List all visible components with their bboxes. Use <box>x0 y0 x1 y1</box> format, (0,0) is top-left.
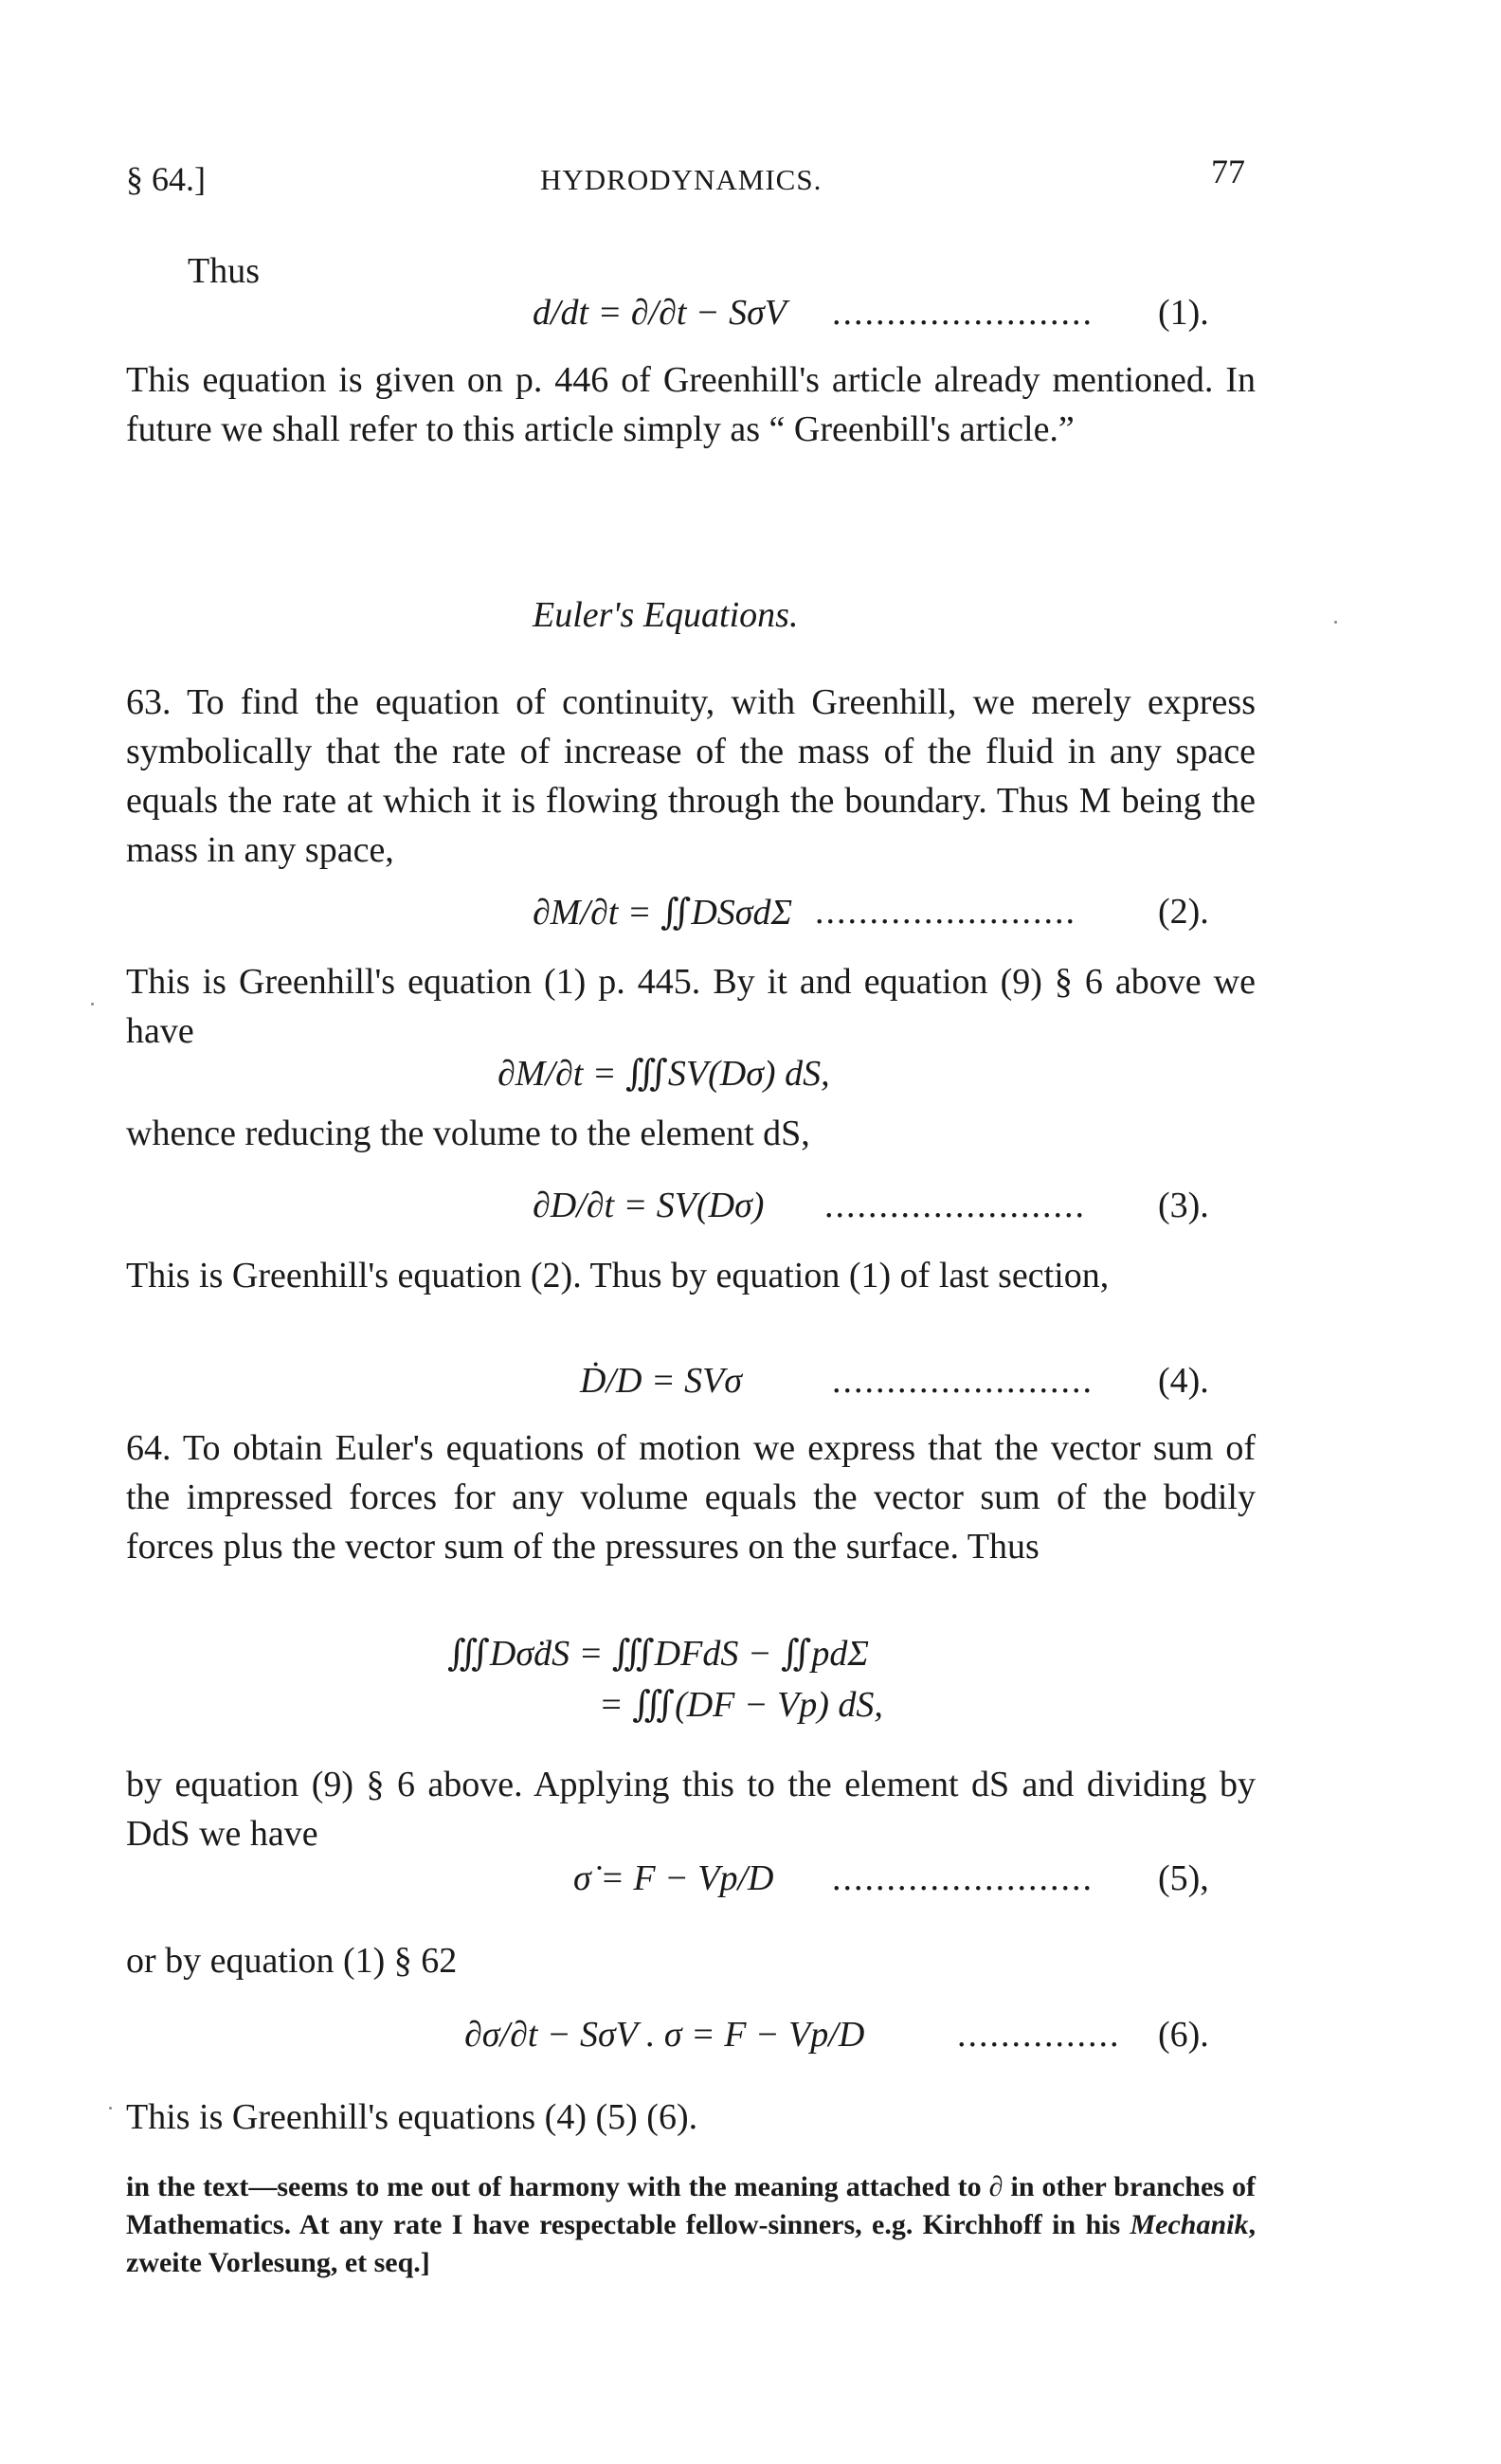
equation-2-number: (2). <box>1158 892 1209 932</box>
equation-3-leader: ........................ <box>824 1186 1086 1225</box>
paragraph-greenhill-3: This is Greenhill's equations (4) (5) (6). <box>126 2097 698 2137</box>
paragraph-64: 64. To obtain Euler's equations of motion we express that the vector sum of the impressed forces for any volume equals the vector sum of the bodily forces plus the vector sum of the pressures on the surface. Thus <box>126 1428 1256 1567</box>
equation-2-leader: ........................ <box>815 892 1076 932</box>
equation-4-leader: ........................ <box>832 1361 1094 1401</box>
equation-6: ∂σ/∂t − SσV . σ = F − Vp/D <box>464 2015 865 2055</box>
footnote-text-before: in the text—seems to me out of harmony with the meaning attached to ∂ in other branches of Mathematics. At any rate I have respectable fellow-sinners, e.g. Kirchhoff in his <box>126 2171 1256 2240</box>
section-heading: Euler's Equations. <box>533 595 799 635</box>
thus-label: Thus <box>188 251 260 291</box>
margin-speck <box>109 2107 112 2110</box>
equation-5-number: (5), <box>1158 1858 1209 1898</box>
footnote-emphasis: Mechanik <box>1130 2209 1249 2240</box>
running-title: HYDRODYNAMICS. <box>540 163 823 196</box>
equation-4: Ḋ/D = SVσ <box>580 1361 743 1401</box>
equation-5b: = ∭(DF − Vp) dS, <box>599 1685 883 1725</box>
margin-speck <box>1334 621 1337 624</box>
equation-5: σ̇ = F − Vp/D <box>573 1858 774 1898</box>
equation-4-number: (4). <box>1158 1361 1209 1401</box>
paragraph-greenhill-1: This is Greenhill's equation (1) p. 445. By it and equation (9) § 6 above we have <box>126 962 1256 1051</box>
paragraph-intro: This equation is given on p. 446 of Greenhill's article already mentioned. In future we shall refer to this article simply as “ Greenbill's article.” <box>126 360 1256 449</box>
paragraph-applying: by equation (9) § 6 above. Applying this to the element dS and dividing by DdS we have <box>126 1765 1256 1854</box>
paragraph-greenhill-2: This is Greenhill's equation (2). Thus by equation (1) of last section, <box>126 1256 1110 1295</box>
footnote <box>126 2168 1256 2282</box>
equation-1-number: (1). <box>1158 293 1209 333</box>
paragraph-63: 63. To find the equation of continuity, with Greenhill, we merely express symbolically that the rate of increase of the mass of the fluid in any space equals the rate at which it is flowing through the boundary. Thus M being the mass in any space, <box>126 682 1256 870</box>
equation-6-leader: ............... <box>957 2015 1121 2055</box>
equation-2b: ∂M/∂t = ∭SV(Dσ) dS, <box>497 1054 830 1094</box>
equation-2: ∂M/∂t = ∬DSσdΣ <box>533 893 793 933</box>
equation-3-number: (3). <box>1158 1186 1209 1225</box>
equation-1-leader: ........................ <box>832 293 1094 333</box>
equation-5-leader: ........................ <box>832 1858 1094 1898</box>
equation-5a: ∭Dσ̇dS = ∭DFdS − ∬pdΣ <box>447 1634 869 1674</box>
equation-1: d/dt = ∂/∂t − SσV <box>533 293 787 333</box>
equation-3: ∂D/∂t = SV(Dσ) <box>533 1186 765 1225</box>
header-section: § 64.] <box>126 160 206 198</box>
margin-speck <box>91 1003 94 1006</box>
equation-6-number: (6). <box>1158 2015 1209 2055</box>
paragraph-or-by: or by equation (1) § 62 <box>126 1941 458 1981</box>
paragraph-reducing: whence reducing the volume to the element dS, <box>126 1114 810 1153</box>
page-number: 77 <box>1211 153 1245 190</box>
footnote-text-after: , zweite Vorlesung, et seq.] <box>126 2209 1256 2278</box>
